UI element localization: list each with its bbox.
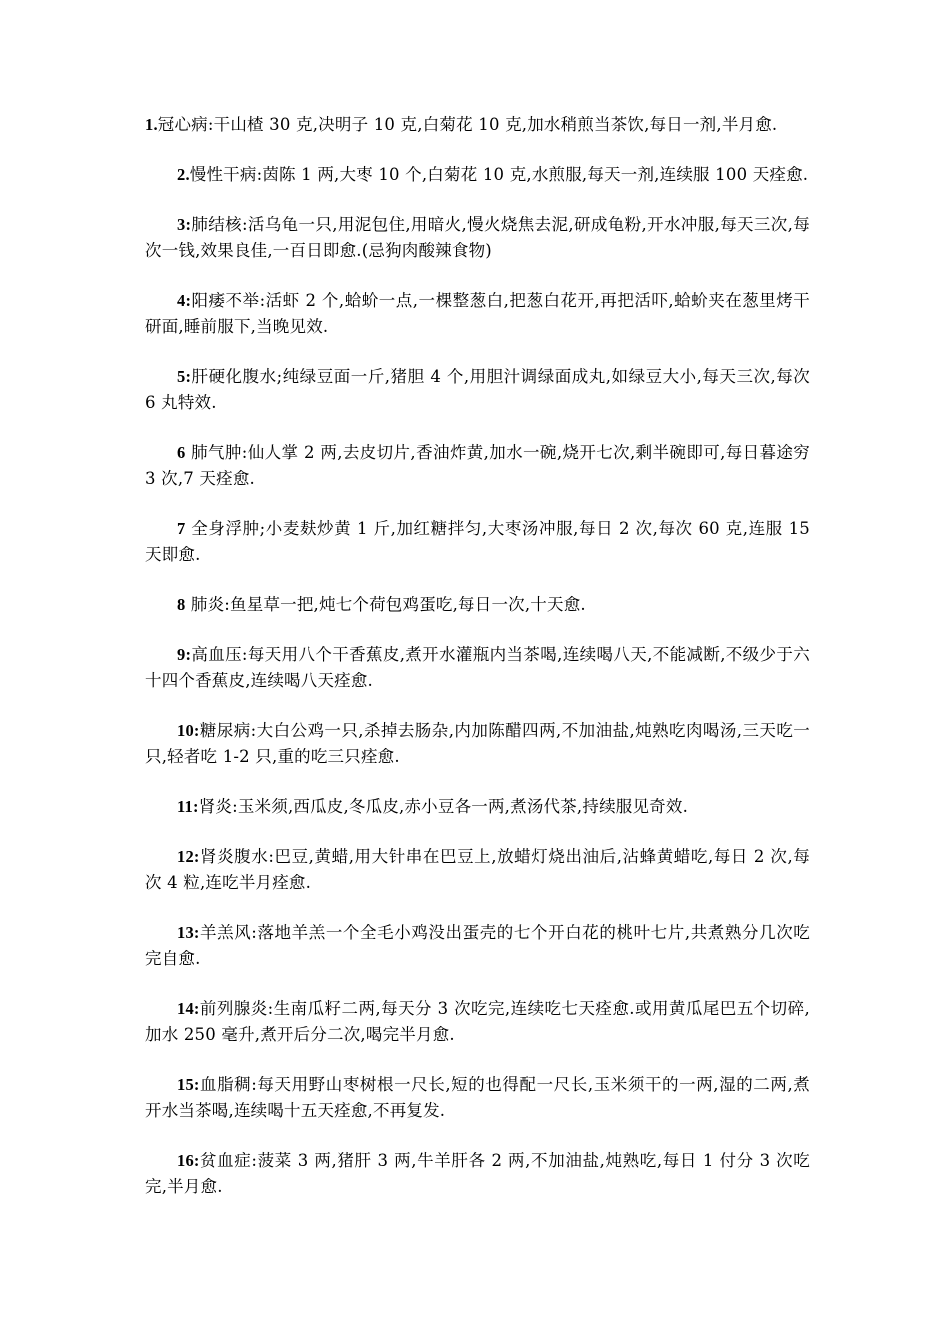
entry-number: 6 <box>177 443 186 462</box>
entry-text: 肺气肿:仙人掌 2 两,去皮切片,香油炸黄,加水一碗,烧开七次,剩半碗即可,每日暮途穷 3 次,7 天痊愈. <box>145 443 810 488</box>
entry-text: 慢性干病:茵陈 1 两,大枣 10 个,白菊花 10 克,水煎服,每天一剂,连续服 100 天痊愈. <box>189 165 809 184</box>
entry-number: 16: <box>177 1151 200 1170</box>
remedy-entry-6 <box>145 440 810 492</box>
remedy-entry-7 <box>145 516 810 568</box>
entry-number: 1. <box>145 115 158 134</box>
remedy-entry-13 <box>145 920 810 972</box>
entry-text: 阳痿不举:活虾 2 个,蛤蚧一点,一棵整葱白,把葱白花开,再把活吓,蛤蚧夹在葱里烤干研面,睡前服下,当晚见效. <box>145 291 810 336</box>
entry-text: 肾炎腹水:巴豆,黄蜡,用大针串在巴豆上,放蜡灯烧出油后,沾蜂黄蜡吃,每日 2 次,每次 4 粒,连吃半月痊愈. <box>145 847 810 892</box>
entry-number: 7 <box>177 519 186 538</box>
entry-text: 冠心病:干山楂 30 克,决明子 10 克,白菊花 10 克,加水稍煎当茶饮,每日一剂,半月愈. <box>157 115 778 134</box>
entry-text: 全身浮肿;小麦麸炒黄 1 斤,加红糖拌匀,大枣汤冲服,每日 2 次,每次 60 克,连服 15 天即愈. <box>145 519 810 564</box>
remedy-entry-12 <box>145 844 810 896</box>
remedy-entry-15 <box>145 1072 810 1124</box>
entry-text: 肺炎:鱼星草一把,炖七个荷包鸡蛋吃,每日一次,十天愈. <box>185 595 586 614</box>
entry-text: 肾炎:玉米须,西瓜皮,冬瓜皮,赤小豆各一两,煮汤代茶,持续服见奇效. <box>198 797 689 816</box>
remedy-entry-9 <box>145 642 810 694</box>
remedy-list <box>145 112 810 1224</box>
entry-number: 4: <box>177 291 192 310</box>
remedy-entry-2 <box>145 162 810 188</box>
remedy-entry-3 <box>145 212 810 264</box>
entry-number: 11: <box>177 797 199 816</box>
entry-number: 15: <box>177 1075 200 1094</box>
remedy-entry-4 <box>145 288 810 340</box>
remedy-entry-1 <box>145 112 810 138</box>
remedy-entry-10 <box>145 718 810 770</box>
remedy-entry-8 <box>145 592 810 618</box>
entry-text: 血脂稠:每天用野山枣树根一尺长,短的也得配一尺长,玉米须干的一两,湿的二两,煮开水当茶喝,连续喝十五天痊愈,不再复发. <box>145 1075 810 1120</box>
entry-number: 14: <box>177 999 200 1018</box>
remedy-entry-11 <box>145 794 810 820</box>
remedy-entry-14 <box>145 996 810 1048</box>
entry-text: 羊羔风:落地羊羔一个全毛小鸡没出蛋壳的七个开白花的桃叶七片,共煮熟分几次吃完自愈. <box>145 923 810 968</box>
entry-text: 贫血症:菠菜 3 两,猪肝 3 两,牛羊肝各 2 两,不加油盐,炖熟吃,每日 1 付分 3 次吃完,半月愈. <box>145 1151 810 1196</box>
entry-text: 糖尿病:大白公鸡一只,杀掉去肠杂,内加陈醋四两,不加油盐,炖熟吃肉喝汤,三天吃一只,轻者吃 1-2 只,重的吃三只痊愈. <box>145 721 810 766</box>
entry-number: 2. <box>177 165 190 184</box>
entry-number: 5: <box>177 367 192 386</box>
entry-text: 肝硬化腹水;纯绿豆面一斤,猪胆 4 个,用胆汁调绿面成丸,如绿豆大小,每天三次,每次 6 丸特效. <box>145 367 810 412</box>
entry-text: 肺结核:活乌龟一只,用泥包住,用暗火,慢火烧焦去泥,研成龟粉,开水冲服,每天三次,每次一钱,效果良佳,一百日即愈.(忌狗肉酸辣食物) <box>145 215 810 260</box>
entry-number: 9: <box>177 645 192 664</box>
entry-number: 12: <box>177 847 200 866</box>
entry-text: 高血压:每天用八个干香蕉皮,煮开水灌瓶内当茶喝,连续喝八天,不能减断,不级少于六十四个香蕉皮,连续喝八天痊愈. <box>145 645 810 690</box>
entry-number: 3: <box>177 215 192 234</box>
entry-number: 10: <box>177 721 200 740</box>
remedy-entry-16 <box>145 1148 810 1200</box>
remedy-entry-5 <box>145 364 810 416</box>
entry-number: 8 <box>177 595 186 614</box>
entry-text: 前列腺炎:生南瓜籽二两,每天分 3 次吃完,连续吃七天痊愈.或用黄瓜尾巴五个切碎,加水 250 毫升,煮开后分二次,喝完半月愈. <box>145 999 810 1044</box>
entry-number: 13: <box>177 923 200 942</box>
